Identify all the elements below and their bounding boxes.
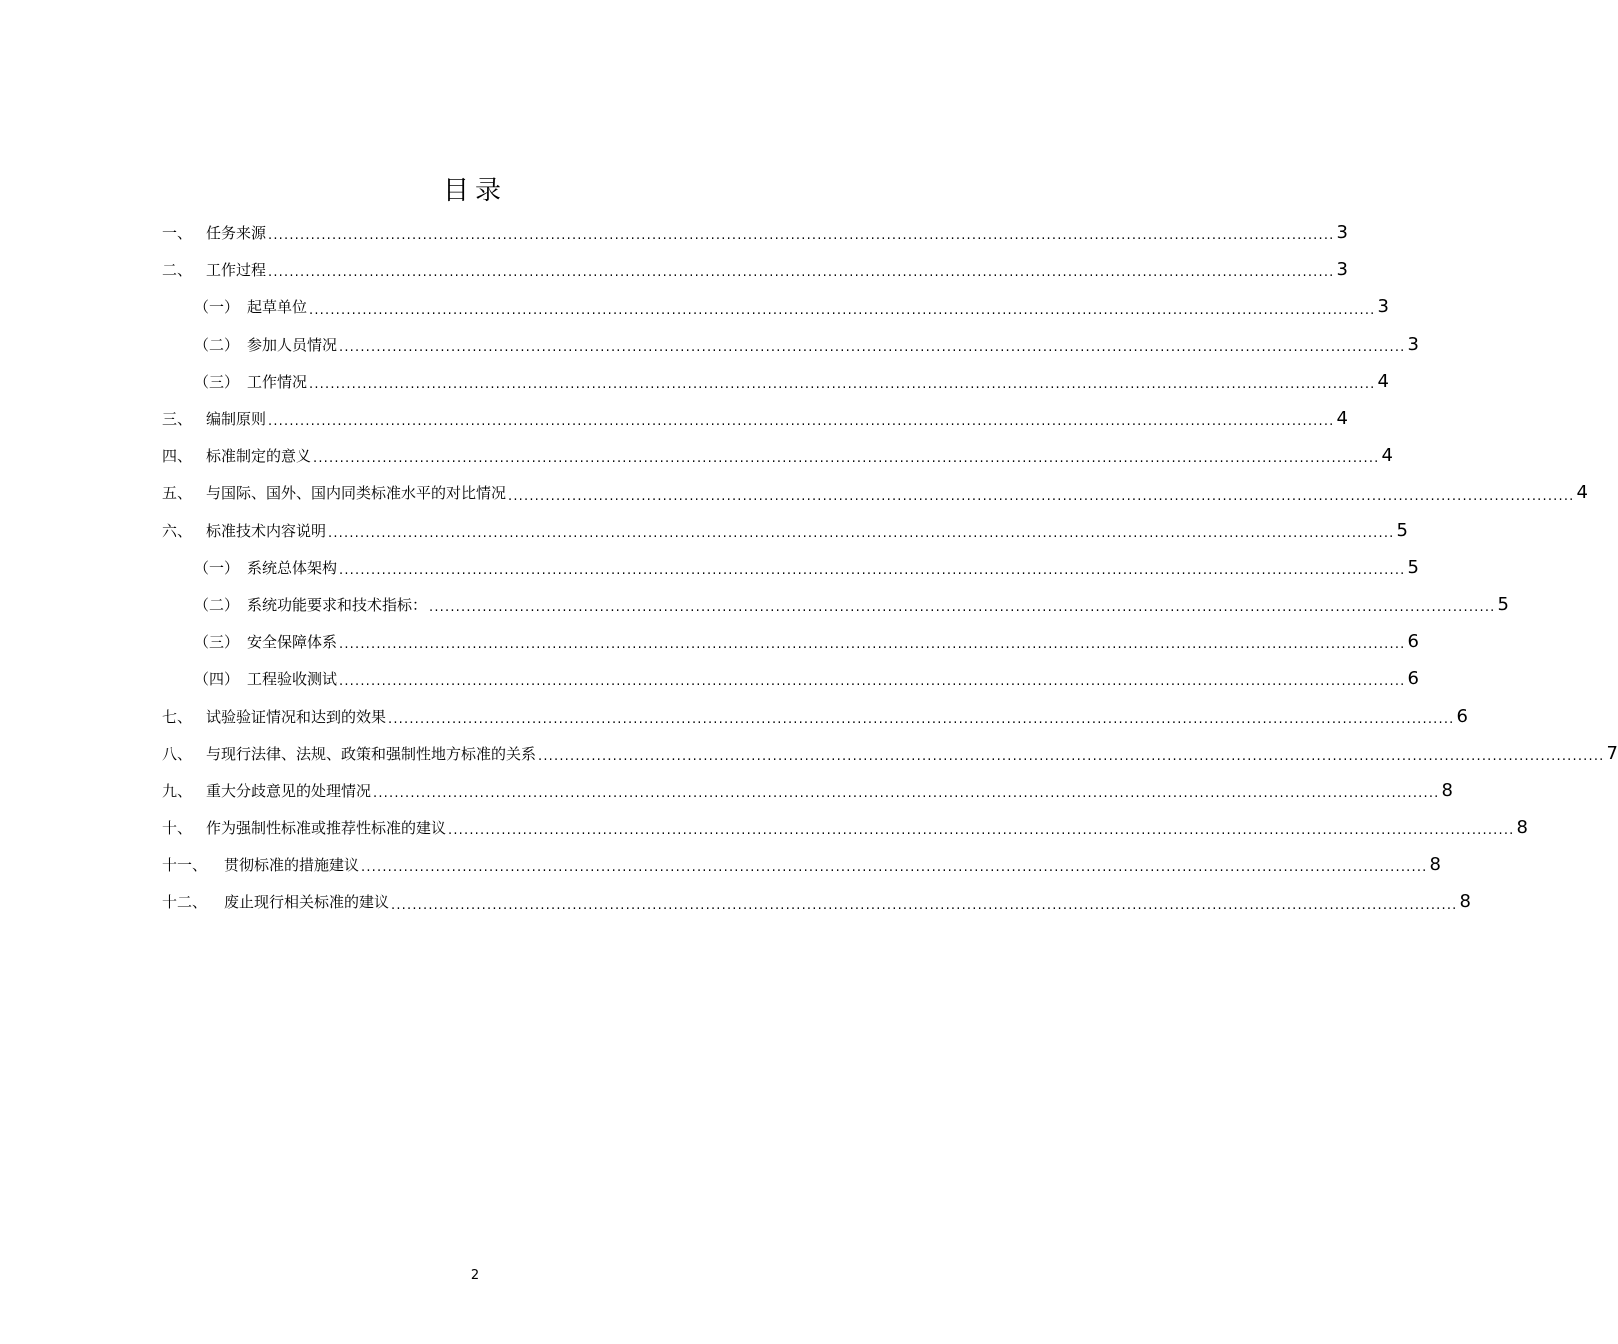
toc-dot-leader: ........................................................................................................................................................................................................ (373, 786, 1440, 801)
toc-entry-number: （二） (194, 595, 240, 614)
toc-dot-leader: ........................................................................................................................................................................................................ (309, 376, 1376, 392)
toc-dot-leader: ........................................................................................................................................................................................................ (508, 488, 1575, 504)
toc-dot-leader: ........................................................................................................................................................................................................ (309, 302, 1376, 318)
toc-entry-title: 与国际、国外、国内同类标准水平的对比情况 (206, 484, 507, 503)
toc-entry[interactable] (162, 660, 1419, 697)
toc-dot-leader: ........................................................................................................................................................................................................ (391, 897, 1458, 913)
toc-entry[interactable] (162, 512, 1408, 549)
toc-entry-number: 五、 (162, 484, 193, 503)
toc-entry-number: 二、 (162, 261, 193, 280)
toc-dot-leader: ........................................................................................................................................................................................................ (339, 674, 1406, 690)
toc-entry-number: 六、 (162, 521, 193, 540)
toc-entry-title: 参加人员情况 (247, 335, 338, 354)
toc-entry[interactable] (162, 772, 1453, 809)
toc-entry-title: 系统功能要求和技术指标： (247, 595, 428, 614)
toc-entry-title: 作为强制性标准或推荐性标准的建议 (206, 819, 447, 838)
toc-list (162, 214, 1618, 921)
toc-entry-page: 8 (1459, 891, 1471, 913)
toc-entry-page: 6 (1456, 705, 1468, 727)
toc-entry-title: 工程验收测试 (247, 670, 338, 689)
toc-entry-title: 试验验证情况和达到的效果 (206, 707, 387, 726)
toc-entry[interactable] (162, 735, 1618, 772)
toc-entry-number: 十一、 (162, 856, 208, 875)
toc-entry-title: 标准技术内容说明 (206, 521, 327, 540)
toc-entry-number: （一） (194, 558, 240, 577)
toc-entry-page: 8 (1516, 817, 1528, 839)
toc-entry[interactable] (162, 326, 1419, 363)
toc-entry-page: 6 (1407, 668, 1419, 690)
toc-entry-title: 工作过程 (206, 261, 267, 280)
toc-entry-title: 安全保障体系 (247, 633, 338, 652)
toc-entry[interactable] (162, 846, 1441, 883)
toc-dot-leader: ........................................................................................................................................................................................................ (268, 228, 1335, 244)
toc-entry[interactable] (162, 251, 1348, 288)
toc-entry[interactable] (162, 883, 1471, 920)
toc-dot-leader: ........................................................................................................................................................................................................ (388, 711, 1455, 727)
toc-dot-leader: ........................................................................................................................................................................................................ (268, 414, 1335, 430)
toc-entry[interactable] (162, 586, 1509, 623)
toc-entry-page: 8 (1441, 779, 1453, 801)
toc-entry[interactable] (162, 437, 1393, 474)
toc-entry[interactable] (162, 474, 1588, 511)
toc-entry[interactable] (162, 214, 1348, 251)
toc-entry-page: 8 (1429, 854, 1441, 876)
toc-entry-page: 4 (1377, 370, 1389, 392)
toc-dot-leader: ........................................................................................................................................................................................................ (313, 451, 1380, 467)
toc-entry-number: 七、 (162, 707, 193, 726)
toc-entry-title: 与现行法律、法规、政策和强制性地方标准的关系 (206, 744, 537, 763)
toc-dot-leader: ........................................................................................................................................................................................................ (538, 748, 1605, 764)
toc-entry-number: （四） (194, 670, 240, 689)
toc-dot-leader: ........................................................................................................................................................................................................ (268, 265, 1335, 281)
toc-entry-number: （一） (194, 298, 240, 317)
toc-entry-page: 6 (1407, 631, 1419, 653)
toc-entry-title: 起草单位 (247, 298, 308, 317)
toc-entry-page: 5 (1407, 556, 1419, 578)
toc-entry-number: （三） (194, 372, 240, 391)
toc-entry-page: 4 (1576, 482, 1588, 504)
toc-entry-title: 贯彻标准的措施建议 (224, 856, 360, 875)
toc-entry-page: 4 (1336, 408, 1348, 430)
page-number: 2 (470, 1268, 480, 1283)
toc-entry[interactable] (162, 809, 1528, 846)
toc-entry-number: （三） (194, 633, 240, 652)
toc-dot-leader: ........................................................................................................................................................................................................ (339, 562, 1406, 578)
toc-entry-number: （二） (194, 335, 240, 354)
toc-entry[interactable] (162, 549, 1419, 586)
toc-entry-number: 十、 (162, 819, 193, 838)
toc-entry-page: 7 (1606, 742, 1618, 764)
toc-entry-page: 5 (1396, 519, 1408, 541)
toc-title: 目录 (442, 176, 507, 206)
toc-entry-title: 任务来源 (206, 224, 267, 243)
toc-entry-number: 九、 (162, 781, 193, 800)
toc-entry-title: 工作情况 (247, 372, 308, 391)
toc-entry-page: 3 (1407, 333, 1419, 355)
toc-entry[interactable] (162, 623, 1419, 660)
toc-entry[interactable] (162, 288, 1389, 325)
toc-entry[interactable] (162, 697, 1468, 734)
toc-dot-leader: ........................................................................................................................................................................................................ (339, 339, 1406, 355)
toc-dot-leader: ........................................................................................................................................................................................................ (429, 600, 1496, 616)
toc-entry-title: 系统总体架构 (247, 558, 338, 577)
toc-dot-leader: ........................................................................................................................................................................................................ (328, 525, 1395, 541)
toc-dot-leader: ........................................................................................................................................................................................................ (361, 860, 1428, 876)
toc-entry-page: 3 (1336, 222, 1348, 244)
toc-dot-leader: ........................................................................................................................................................................................................ (448, 823, 1515, 839)
toc-entry-title: 重大分歧意见的处理情况 (206, 781, 372, 800)
toc-entry[interactable] (162, 400, 1348, 437)
toc-entry-page: 3 (1336, 259, 1348, 281)
toc-entry-title: 废止现行相关标准的建议 (224, 893, 390, 912)
toc-entry-number: 八、 (162, 744, 193, 763)
toc-entry-number: 十二、 (162, 893, 208, 912)
toc-entry[interactable] (162, 363, 1389, 400)
toc-entry-number: 三、 (162, 410, 193, 429)
toc-entry-number: 一、 (162, 224, 193, 243)
toc-entry-page: 5 (1497, 593, 1509, 615)
toc-entry-page: 3 (1377, 296, 1389, 318)
toc-entry-title: 编制原则 (206, 410, 267, 429)
toc-entry-page: 4 (1381, 445, 1393, 467)
toc-entry-title: 标准制定的意义 (206, 447, 312, 466)
toc-dot-leader: ........................................................................................................................................................................................................ (339, 637, 1406, 653)
toc-entry-number: 四、 (162, 447, 193, 466)
